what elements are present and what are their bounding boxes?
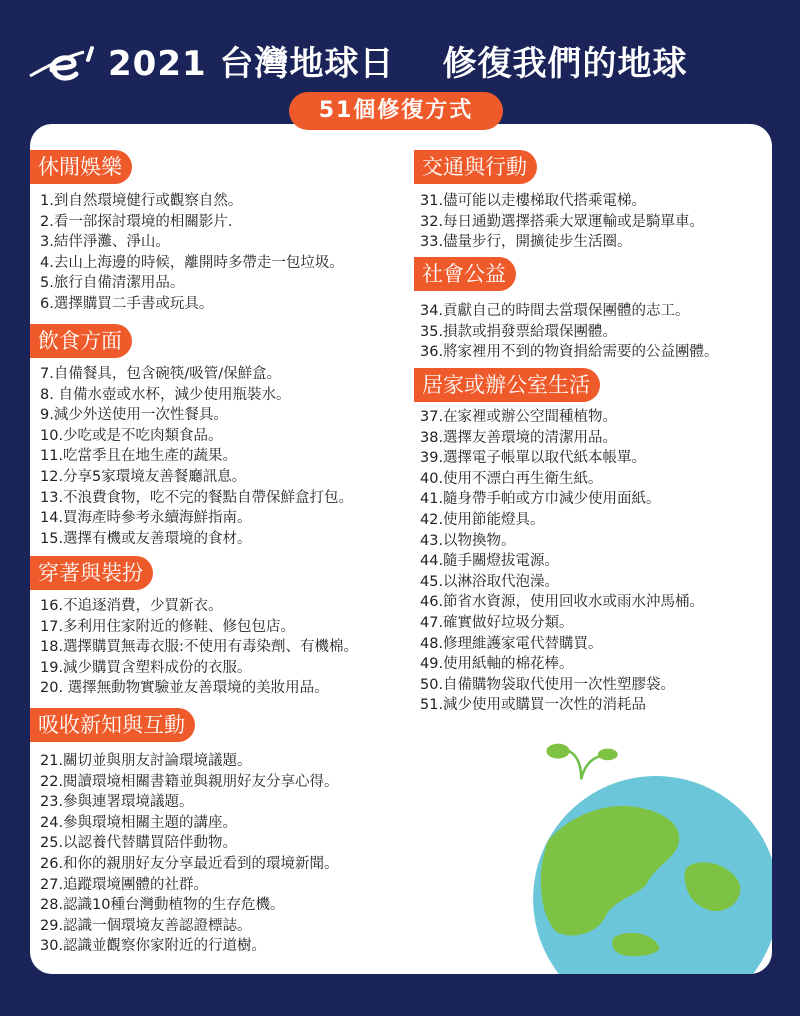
subtitle: 修復我們的地球 xyxy=(442,44,688,84)
list-item: 37.在家裡或辦公空間種植物。 xyxy=(420,409,618,425)
header xyxy=(0,0,800,100)
list-item: 36.將家裡用不到的物資捐給需要的公益團體。 xyxy=(420,344,719,361)
home-list xyxy=(420,407,704,716)
list-item: 19.減少購買含塑料成份的衣服。 xyxy=(40,659,252,676)
social-list xyxy=(420,301,719,363)
category-transport: 交通與行動 xyxy=(414,150,537,184)
sprout-icon xyxy=(546,744,569,759)
list-item: 34.貢獻自己的時間去當環保團體的志工。 xyxy=(420,303,690,319)
list-item: 3.結伴淨灘、淨山。 xyxy=(40,234,170,251)
clothing-list xyxy=(40,596,358,699)
list-item: 10.少吃或是不吃肉類食品。 xyxy=(40,427,223,444)
list-item: 42.使用節能燈具。 xyxy=(420,511,545,528)
globe-illustration xyxy=(490,724,772,974)
category-home: 居家或辦公室生活 xyxy=(414,368,600,402)
list-item: 2.看一部探討環境的相關影片． xyxy=(40,213,243,230)
list-item: 7.自備餐具，包含碗筷/吸管/保鮮盒。 xyxy=(40,366,282,382)
list-item: 16.不追逐消費，少買新衣。 xyxy=(40,598,223,614)
list-item: 48.修理維護家電代替購買。 xyxy=(420,635,603,652)
list-item: 39.選擇電子帳單以取代紙本帳單。 xyxy=(420,450,647,467)
list-item: 51.減少使用或購買一次性的消耗品 xyxy=(420,697,647,714)
list-item: 26.和你的親朋好友分享最近看到的環境新聞。 xyxy=(40,855,339,872)
methods-count-badge: 51個修復方式 xyxy=(289,92,503,130)
list-item: 46.節省水資源，使用回收水或雨水沖馬桶。 xyxy=(420,594,705,611)
list-item: 29.認識一個環境友善認證標誌。 xyxy=(40,917,252,934)
category-knowledge: 吸收新知與互動 xyxy=(30,708,195,742)
transport-list xyxy=(420,191,704,253)
list-item: 21.關切並與朋友討論環境議題。 xyxy=(40,753,252,769)
category-food: 飲食方面 xyxy=(30,324,132,358)
leisure-list xyxy=(40,191,344,315)
list-item: 30.認識並觀察你家附近的行道樹。 xyxy=(40,938,267,955)
list-item: 35.損款或捐發票給環保團體。 xyxy=(420,323,618,340)
list-item: 50.自備購物袋取代使用一次性塑膠袋。 xyxy=(420,676,676,693)
list-item: 31.儘可能以走樓梯取代搭乘電梯。 xyxy=(420,193,647,209)
list-item: 22.閱讀環境相關書籍並與親朋好友分享心得。 xyxy=(40,773,339,790)
list-item: 15.選擇有機或友善環境的食材。 xyxy=(40,530,252,547)
list-item: 45.以淋浴取代泡澡。 xyxy=(420,573,560,590)
list-item: 6.選擇購買二手書或玩具。 xyxy=(40,295,214,312)
list-item: 18.選擇購買無毒衣服:不使用有毒染劑、有機棉。 xyxy=(40,639,358,656)
list-item: 41.隨身帶手帕或方巾減少使用面紙。 xyxy=(420,491,661,508)
list-item: 47.確實做好垃圾分類。 xyxy=(420,614,574,631)
list-item: 1.到自然環境健行或觀察自然。 xyxy=(40,193,243,209)
list-item: 8. 自備水壺或水杯，減少使用瓶裝水。 xyxy=(40,386,291,403)
food-list xyxy=(40,364,353,549)
category-leisure: 休閒娛樂 xyxy=(30,150,132,184)
list-item: 43.以物換物。 xyxy=(420,532,516,549)
list-item: 27.追蹤環境團體的社群。 xyxy=(40,876,209,893)
list-item: 17.多利用住家附近的修鞋、修包包店。 xyxy=(40,618,296,635)
page-title xyxy=(108,36,687,85)
category-clothing: 穿著與裝扮 xyxy=(30,556,153,590)
list-item: 20. 選擇無動物實驗並友善環境的美妝用品。 xyxy=(40,680,329,697)
list-item: 40.使用不漂白再生衛生紙。 xyxy=(420,470,603,487)
knowledge-list xyxy=(40,751,339,957)
year-title: 2021 台灣地球日 xyxy=(108,44,395,84)
list-item: 44.隨手關燈拔電源。 xyxy=(420,553,560,570)
list-item: 5.旅行自備清潔用品。 xyxy=(40,275,185,292)
list-item: 14.買海產時參考永續海鮮指南。 xyxy=(40,510,252,527)
list-item: 11.吃當季且在地生產的蔬果。 xyxy=(40,448,238,465)
list-item: 23.參與連署環境議題。 xyxy=(40,794,194,811)
list-item: 33.儘量步行，開擴徒步生活圈。 xyxy=(420,234,632,251)
list-item: 24.參與環境相關主題的講座。 xyxy=(40,814,238,831)
category-social: 社會公益 xyxy=(414,257,516,291)
earth-day-logo-icon xyxy=(22,40,102,86)
list-item: 12.分享5家環境友善餐廳訊息。 xyxy=(40,468,247,485)
list-item: 28.認識10種台灣動植物的生存危機。 xyxy=(40,897,285,914)
list-item: 9.減少外送使用一次性餐具。 xyxy=(40,407,228,424)
content-card xyxy=(30,124,772,974)
list-item: 13.不浪費食物，吃不完的餐點自帶保鮮盒打包。 xyxy=(40,489,354,506)
list-item: 38.選擇友善環境的清潔用品。 xyxy=(420,429,618,446)
list-item: 49.使用紙軸的棉花棒。 xyxy=(420,656,574,673)
list-item: 32.每日通勤選擇搭乘大眾運輸或是騎單車。 xyxy=(420,213,705,230)
list-item: 25.以認養代替購買陪伴動物。 xyxy=(40,835,238,852)
list-item: 4.去山上海邊的時候，離開時多帶走一包垃圾。 xyxy=(40,254,344,271)
